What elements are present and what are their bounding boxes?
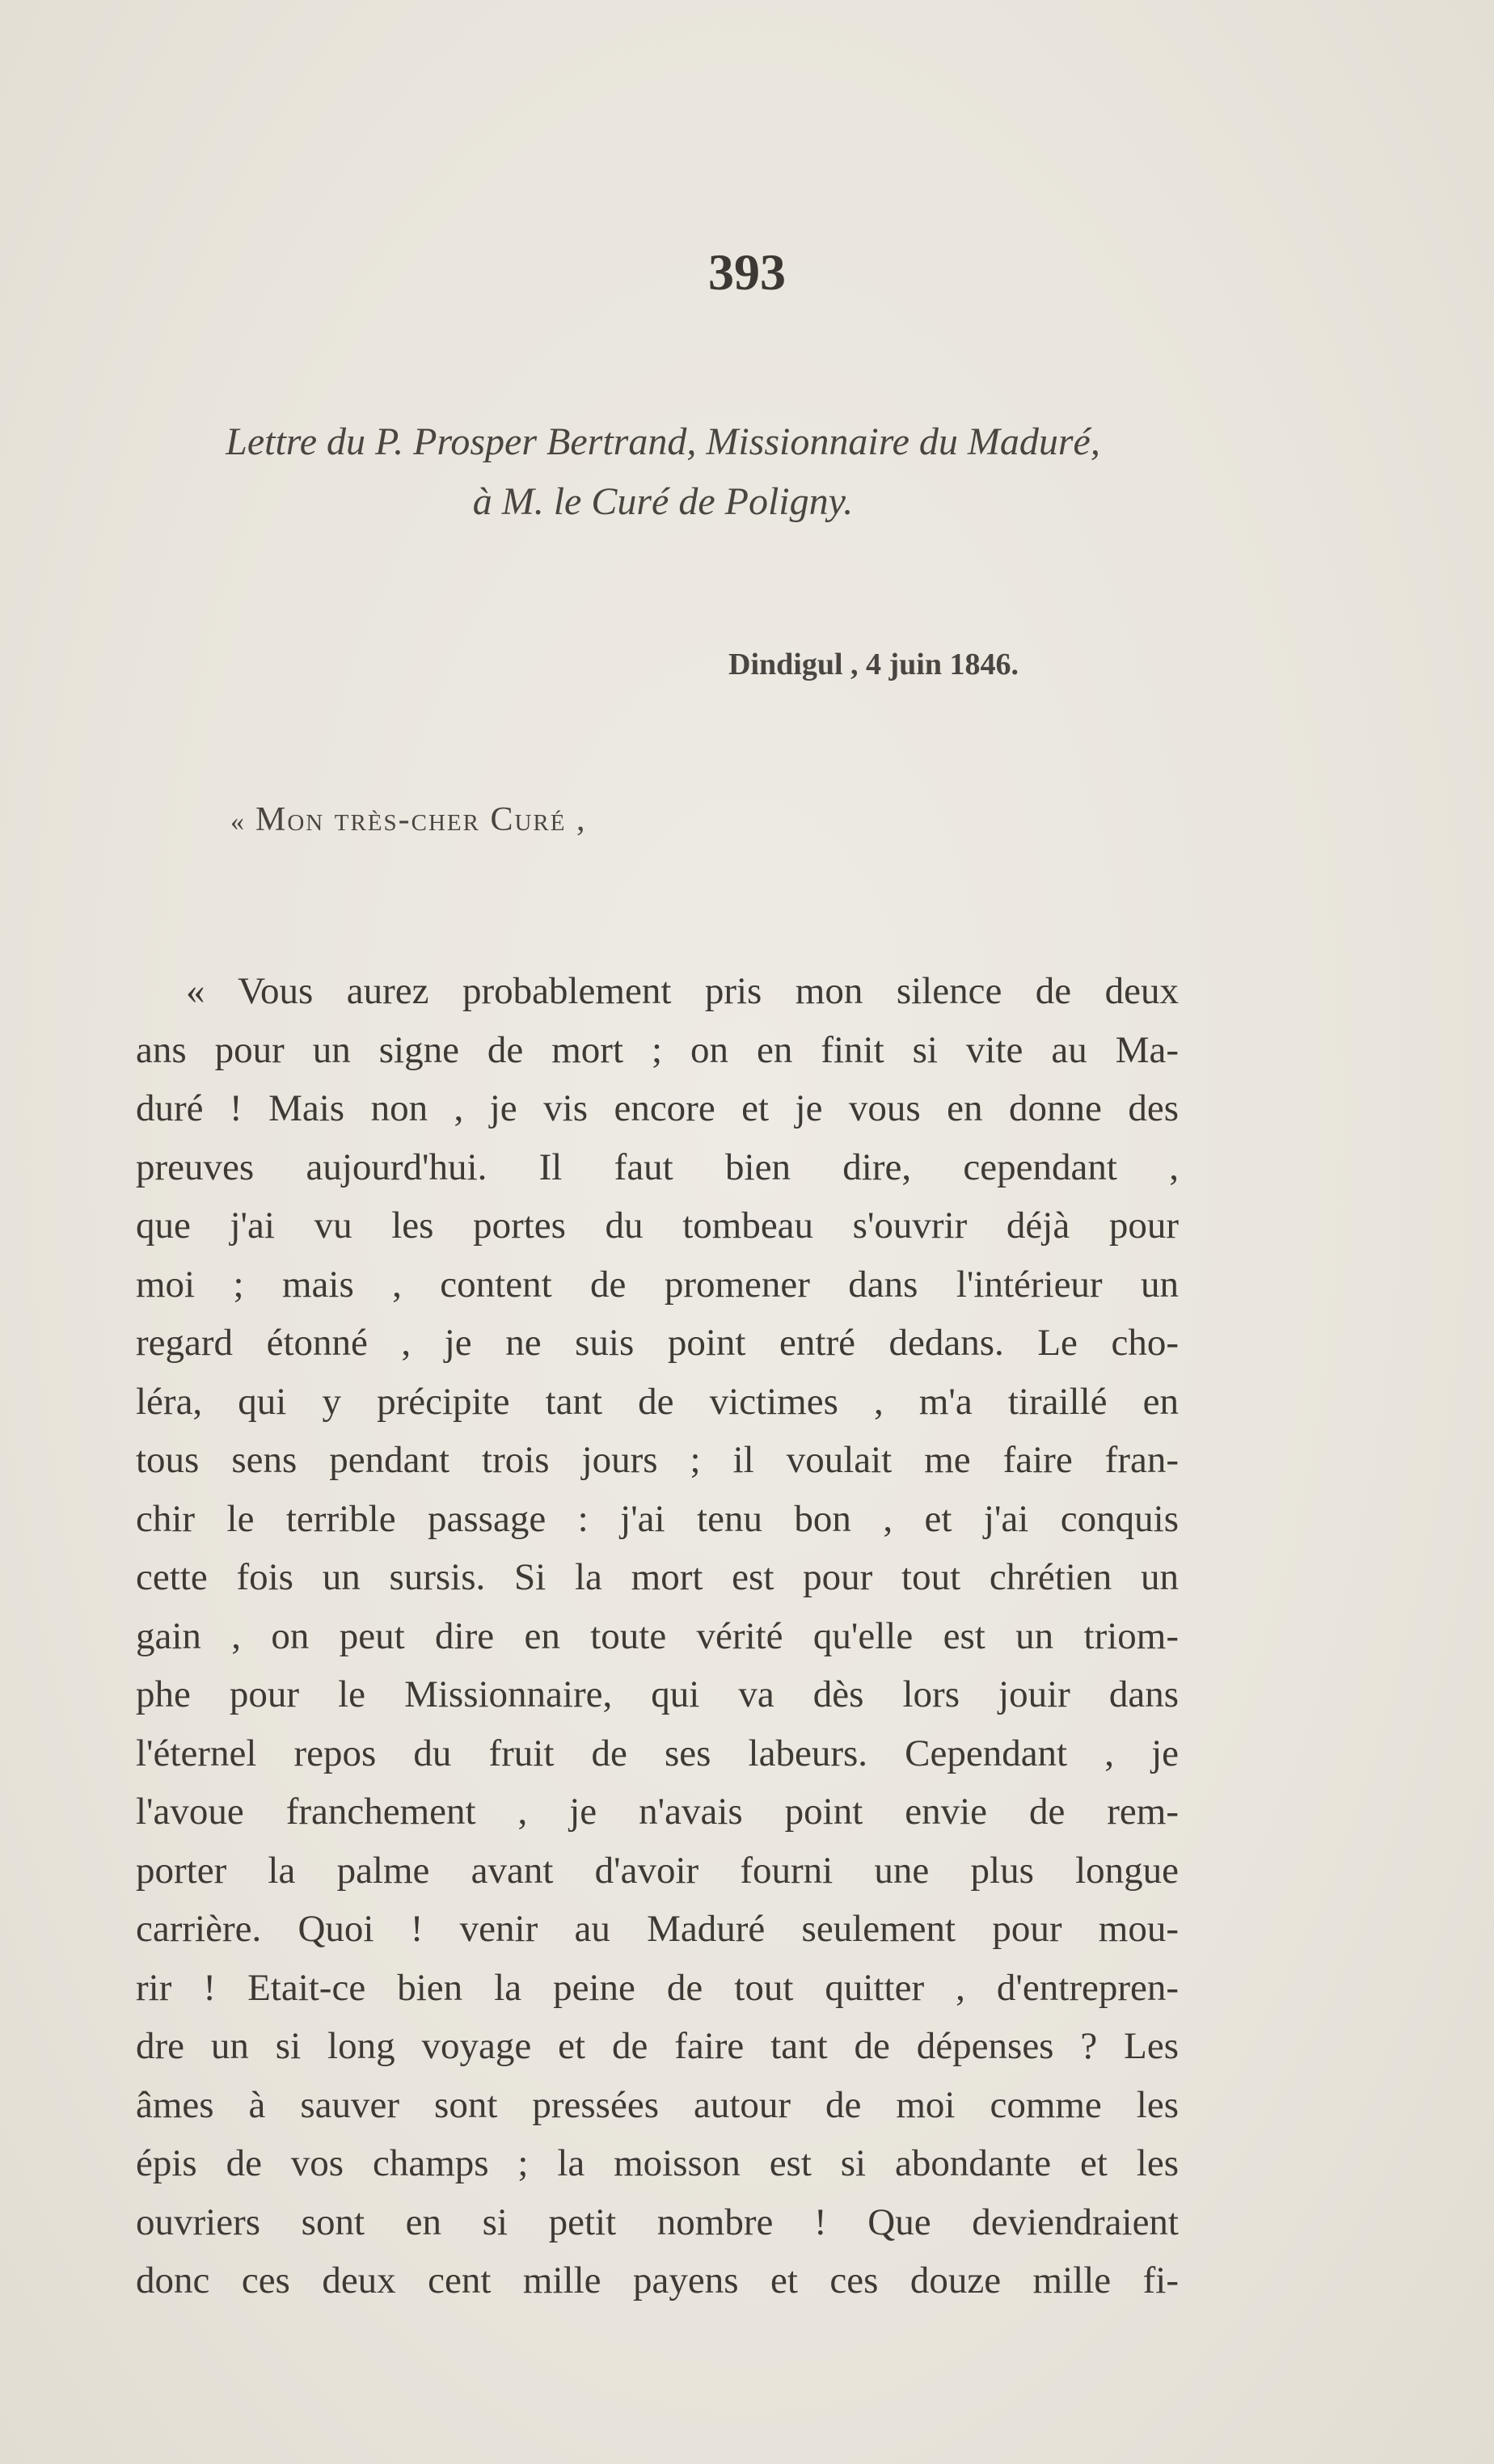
body-line: gain , on peut dire en toute vérité qu'elle est un triom-	[136, 1614, 1179, 1657]
body-line: donc ces deux cent mille payens et ces douze mille fi-	[136, 2259, 1179, 2302]
page-number: 393	[708, 243, 786, 301]
letter-body	[136, 962, 1179, 2310]
body-line: phe pour le Missionnaire, qui va dès lors jouir dans	[136, 1673, 1179, 1715]
body-line: âmes à sauver sont pressées autour de moi comme les	[136, 2083, 1179, 2126]
body-line: tous sens pendant trois jours ; il voulait me faire fran-	[136, 1439, 1179, 1481]
body-line: preuves aujourd'hui. Il faut bien dire, cependant ,	[136, 1146, 1179, 1188]
body-line: que j'ai vu les portes du tombeau s'ouvrir déjà pour	[136, 1205, 1179, 1247]
letter-title	[129, 412, 1196, 532]
body-line: ans pour un signe de mort ; on en finit si vite au Ma-	[136, 1028, 1179, 1071]
body-line: l'éternel repos du fruit de ses labeurs. Cependant , je	[136, 1732, 1179, 1774]
body-line: « Vous aurez probablement pris mon silence de deux	[186, 970, 1179, 1012]
body-line: moi ; mais , content de promener dans l'intérieur un	[136, 1263, 1179, 1306]
body-line: carrière. Quoi ! venir au Maduré seulement pour mou-	[136, 1908, 1179, 1950]
body-line: rir ! Etait-ce bien la peine de tout quitter , d'entrepren-	[136, 1966, 1179, 2009]
dateline: Dindigul , 4 juin 1846.	[728, 648, 1019, 681]
body-line: l'avoue franchement , je n'avais point envie de rem-	[136, 1791, 1179, 1833]
salutation-text: Mon très-cher Curé ,	[255, 801, 587, 838]
body-line: porter la palme avant d'avoir fourni une plus longue	[136, 1849, 1179, 1892]
letter-title-line-2: à M. le Curé de Poligny.	[472, 480, 854, 523]
body-line: duré ! Mais non , je vis encore et je vous en donne des	[136, 1087, 1179, 1129]
body-line: dre un si long voyage et de faire tant de dépenses ? Les	[136, 2025, 1179, 2067]
body-line: regard étonné , je ne suis point entré dedans. Le cho-	[136, 1322, 1179, 1364]
body-line: ouvriers sont en si petit nombre ! Que deviendraient	[136, 2200, 1179, 2243]
body-line: léra, qui y précipite tant de victimes , m'a tiraillé en	[136, 1380, 1179, 1423]
letter-title-line-1: Lettre du P. Prosper Bertrand, Missionnaire du Maduré,	[226, 420, 1100, 463]
body-line: épis de vos champs ; la moisson est si abondante et les	[136, 2142, 1179, 2184]
salutation-quote-mark: «	[230, 807, 244, 837]
salutation	[230, 800, 586, 839]
body-line: cette fois un sursis. Si la mort est pour tout chrétien un	[136, 1556, 1179, 1598]
body-line: chir le terrible passage : j'ai tenu bon , et j'ai conquis	[136, 1497, 1179, 1540]
